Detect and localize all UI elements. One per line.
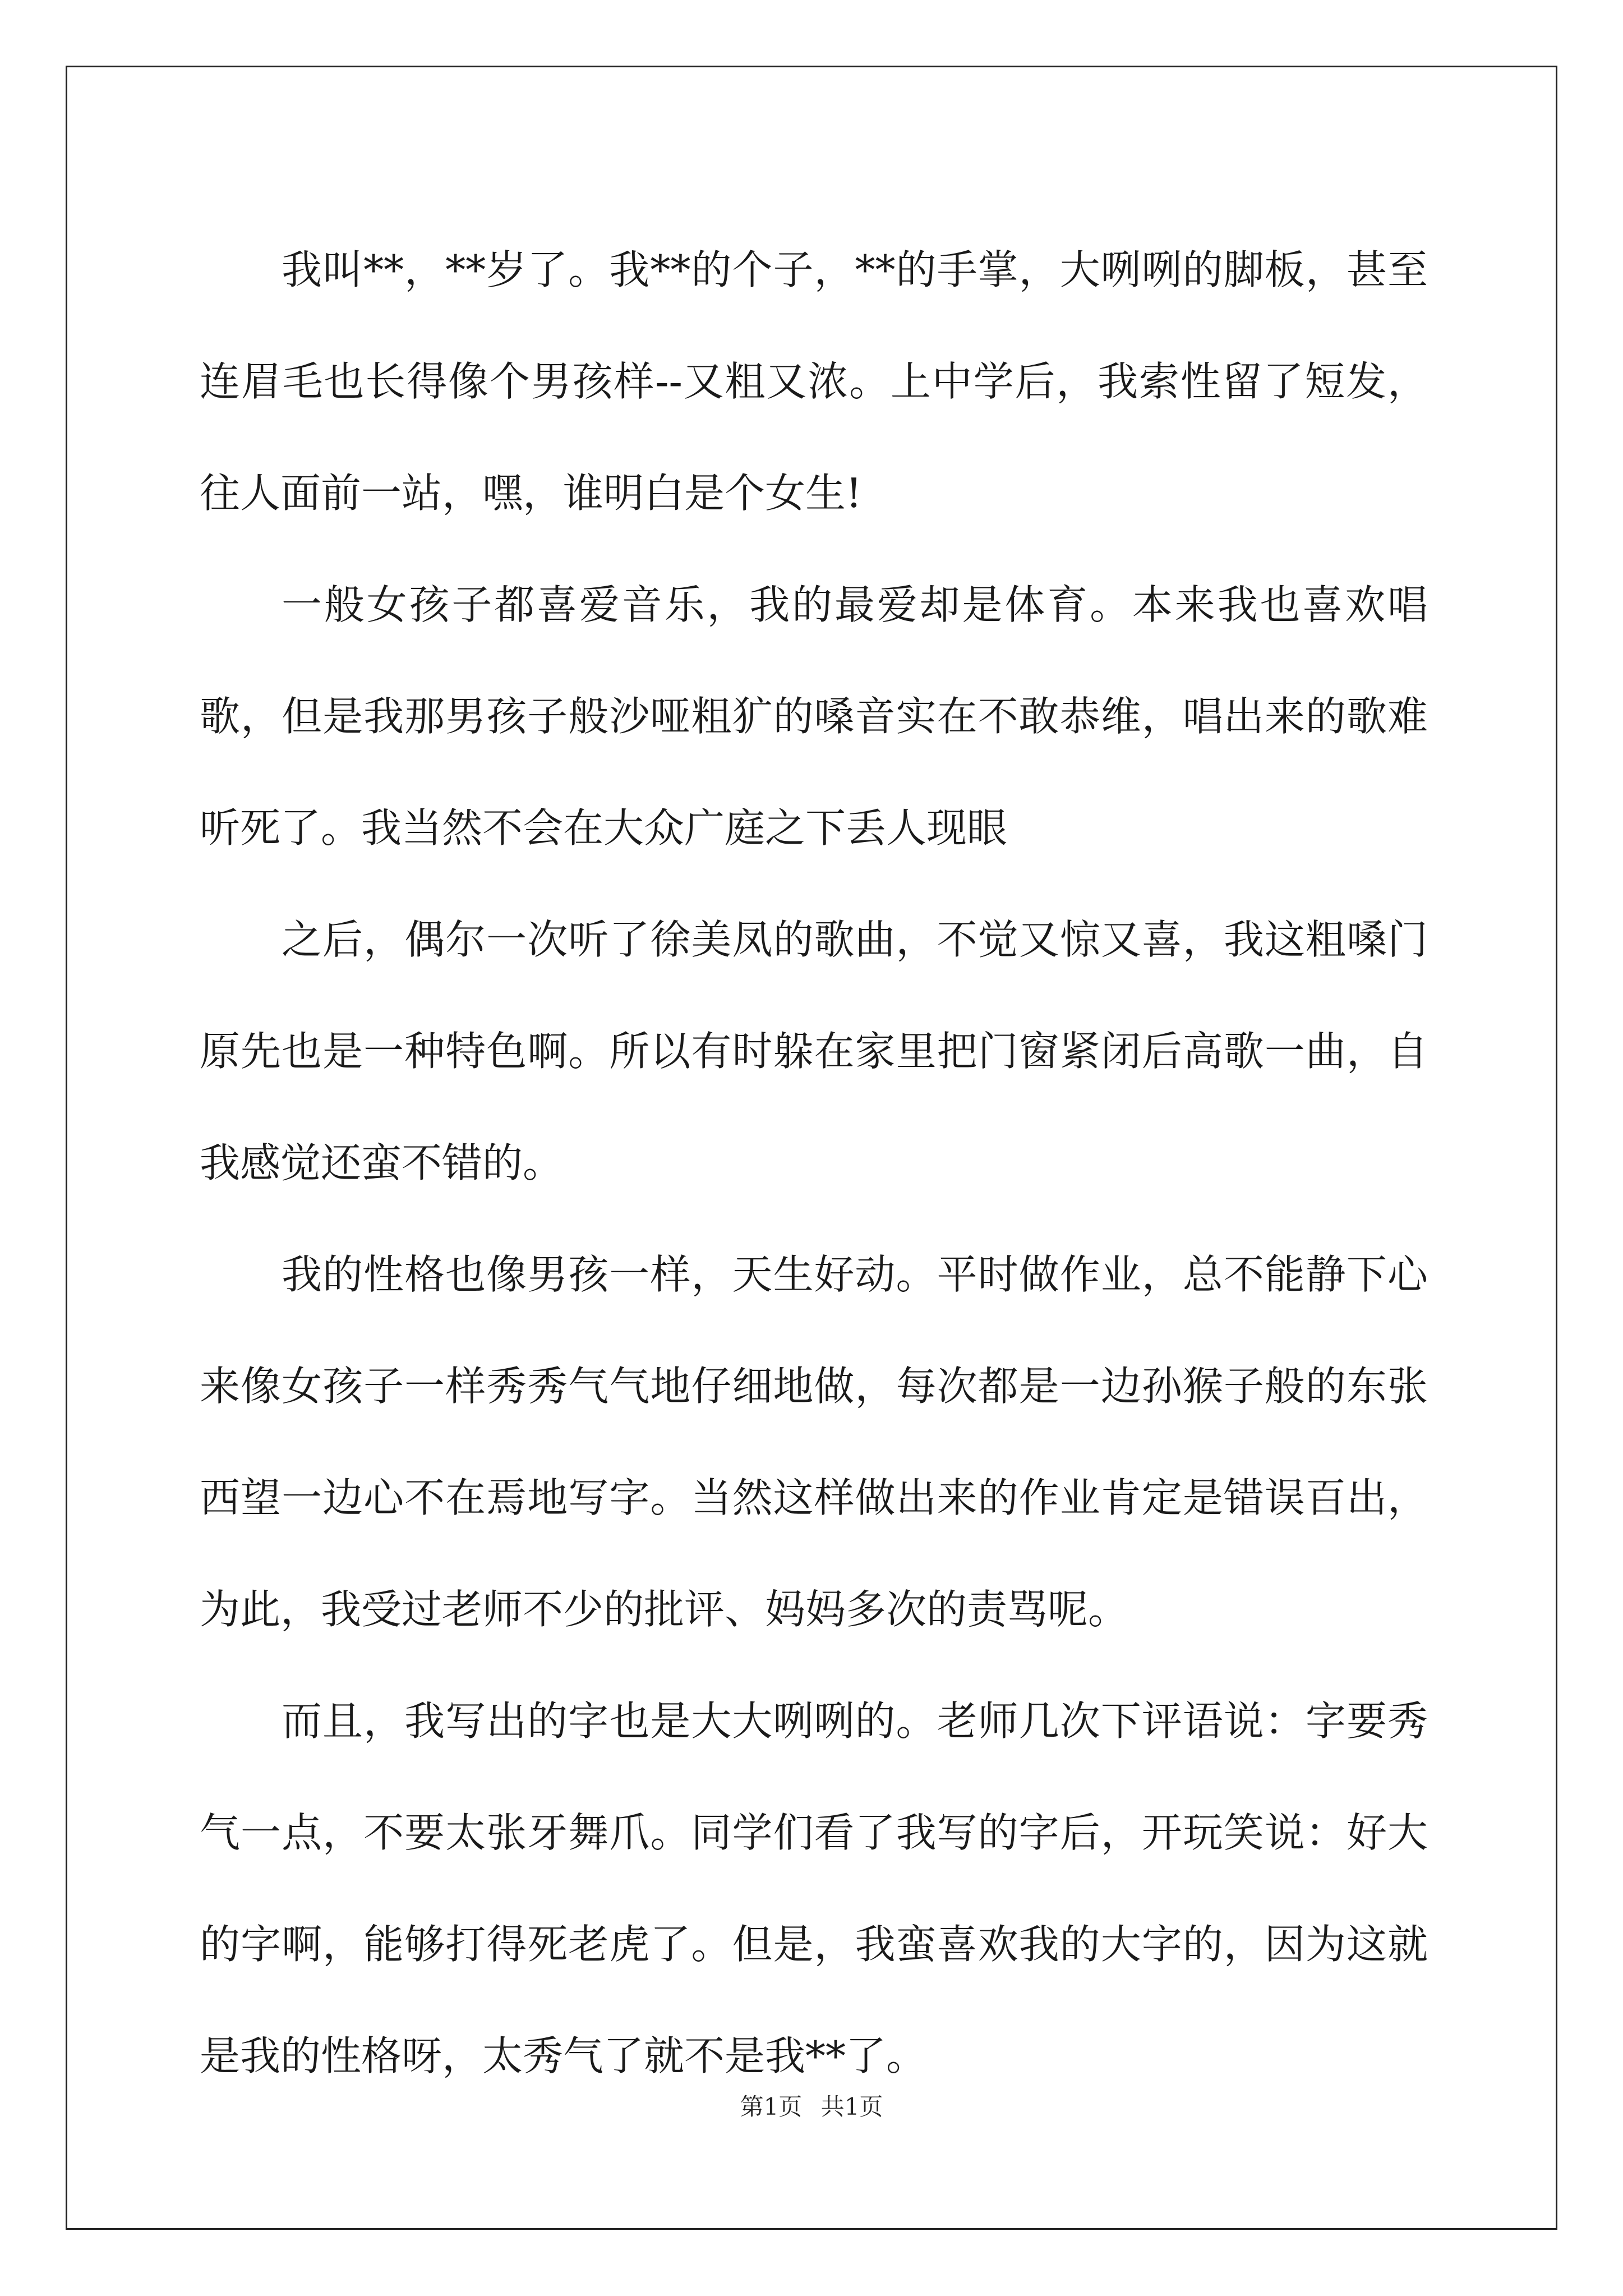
paragraph-2: 一般女孩子都喜爱音乐，我的最爱却是体育。本来我也喜欢唱歌，但是我那男孩子般沙哑粗犷的嗓音实在不敢恭维，唱出来的歌难听死了。我当然不会在大众广庭之下丢人现眼 bbox=[200, 581, 1428, 852]
document-body bbox=[200, 214, 1428, 2112]
page-total: 共1页 bbox=[820, 2093, 883, 2120]
paragraph-5: 而且，我写出的字也是大大咧咧的。老师几次下评语说：字要秀气一点，不要太张牙舞爪。同学们看了我写的字后，开玩笑说：好大的字啊，能够打得死老虎了。但是，我蛮喜欢我的大字的，因为这就是我的性格呀，太秀气了就不是我**了。 bbox=[200, 1697, 1428, 2079]
page-number: 第1页 bbox=[740, 2093, 803, 2120]
paragraph-4: 我的性格也像男孩一样，天生好动。平时做作业，总不能静下心来像女孩子一样秀秀气气地仔细地做，每次都是一边孙猴子般的东张西望一边心不在焉地写字。当然这样做出来的作业肯定是错误百出，为此，我受过老师不少的批评、妈妈多次的责骂呢。 bbox=[200, 1251, 1428, 1633]
page-footer bbox=[0, 2090, 1623, 2124]
paragraph-1: 我叫**，**岁了。我**的个子，**的手掌，大咧咧的脚板，甚至连眉毛也长得像个男孩样--又粗又浓。上中学后，我索性留了短发，往人面前一站，嘿，谁明白是个女生! bbox=[200, 246, 1428, 517]
paragraph-3: 之后，偶尔一次听了徐美凤的歌曲，不觉又惊又喜，我这粗嗓门原先也是一种特色啊。所以有时躲在家里把门窗紧闭后高歌一曲，自我感觉还蛮不错的。 bbox=[200, 916, 1428, 1186]
